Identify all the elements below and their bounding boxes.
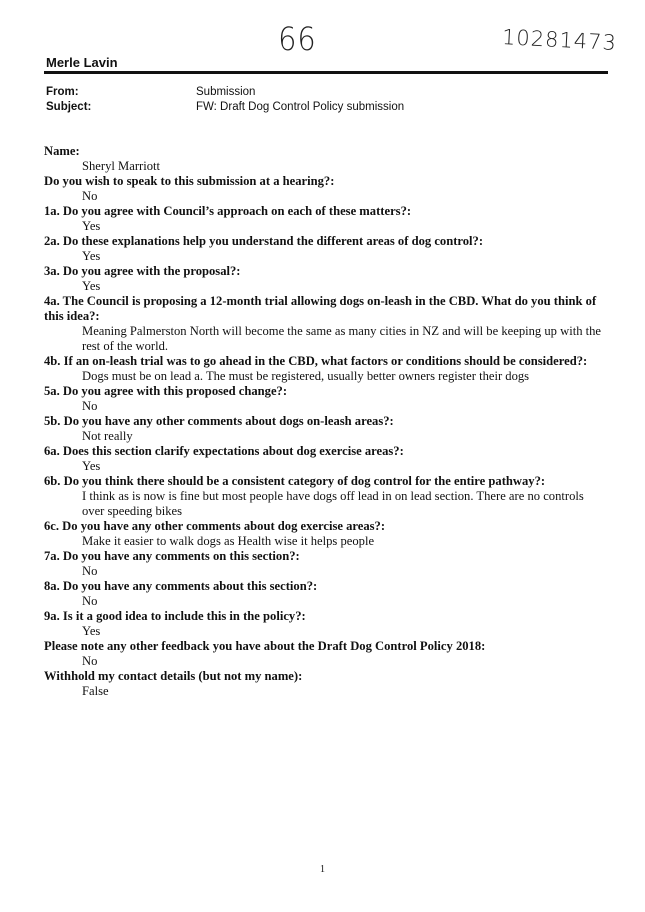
form-answer: Yes [82, 249, 101, 263]
form-question: 2a. Do these explanations help you understand the different areas of dog control?: [44, 234, 484, 248]
form-question: 5b. Do you have any other comments about dogs on-leash areas?: [44, 414, 394, 428]
form-answer: No [82, 594, 98, 608]
form-question: 6b. Do you think there should be a consistent category of dog control for the entire pathway?: [44, 474, 546, 488]
form-question: 3a. Do you agree with the proposal?: [44, 264, 241, 278]
form-answer: No [82, 189, 98, 203]
form-answer: Yes [82, 459, 101, 473]
form-answer: Yes [82, 219, 101, 233]
form-answer: False [82, 684, 109, 698]
header-divider [44, 71, 608, 74]
form-question: Withhold my contact details (but not my name): [44, 669, 303, 683]
form-question: 8a. Do you have any comments about this section?: [44, 579, 318, 593]
form-answer: No [82, 654, 98, 668]
form-answer: Yes [82, 624, 101, 638]
from-value: Submission [196, 86, 256, 98]
form-question: Do you wish to speak to this submission at a hearing?: [44, 174, 335, 188]
submission-form [44, 144, 608, 699]
subject-value: FW: Draft Dog Control Policy submission [196, 101, 405, 113]
form-answer: Make it easier to walk dogs as Health wise it helps people [82, 534, 375, 548]
form-answer: I think as is now is fine but most people have dogs off lead in on lead section. There are no controls over speeding bikes [82, 489, 584, 518]
sender-name: Merle Lavin [46, 55, 118, 70]
form-question: Name: [44, 144, 80, 158]
form-answer: Meaning Palmerston North will become the same as many cities in NZ and will be keeping up with the rest of the world. [82, 324, 602, 353]
form-answer: Dogs must be on lead a. The must be registered, usually better owners register their dogs [82, 369, 530, 383]
form-answer: No [82, 399, 98, 413]
form-question: 5a. Do you agree with this proposed change?: [44, 384, 288, 398]
form-question: 9a. Is it a good idea to include this in the policy?: [44, 609, 306, 623]
form-answer: Not really [82, 429, 133, 443]
from-label: From: [46, 86, 79, 98]
form-answer: Sheryl Marriott [82, 159, 160, 173]
footer-page-number: 1 [320, 864, 325, 875]
handwritten-reference-number: 10281473 [501, 25, 618, 55]
form-question: 4a. The Council is proposing a 12-month trial allowing dogs on-leash in the CBD. What do you think of this idea?: [44, 294, 597, 323]
form-answer: No [82, 564, 98, 578]
handwritten-page-number: 66 [278, 20, 317, 58]
form-question: 6a. Does this section clarify expectations about dog exercise areas?: [44, 444, 404, 458]
form-question: 6c. Do you have any other comments about dog exercise areas?: [44, 519, 386, 533]
form-question: 1a. Do you agree with Council’s approach on each of these matters?: [44, 204, 412, 218]
form-question: 4b. If an on-leash trial was to go ahead in the CBD, what factors or conditions should be considered?: [44, 354, 588, 368]
form-question: Please note any other feedback you have about the Draft Dog Control Policy 2018: [44, 639, 486, 653]
form-answer: Yes [82, 279, 101, 293]
form-question: 7a. Do you have any comments on this section?: [44, 549, 300, 563]
subject-label: Subject: [46, 101, 92, 113]
